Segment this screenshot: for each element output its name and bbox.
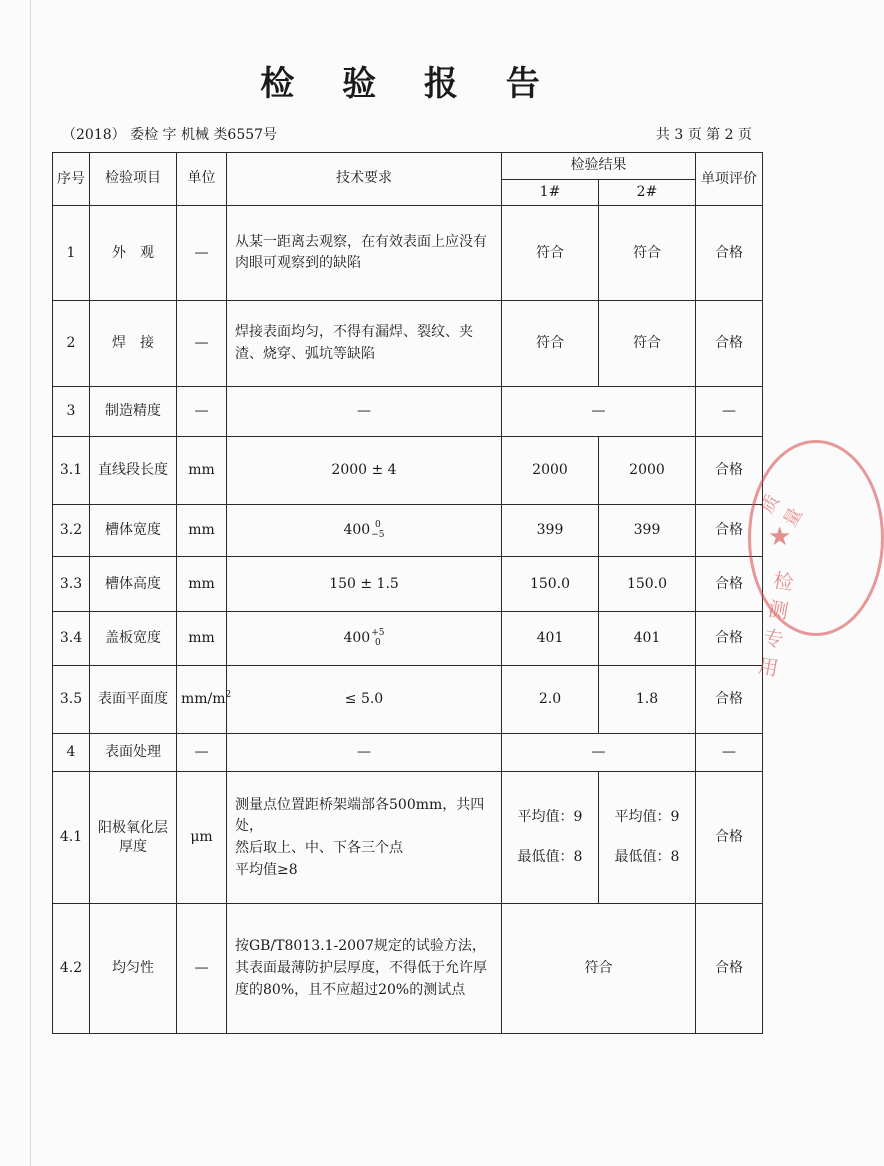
row-item: 制造精度 (90, 387, 177, 437)
row-evaluation: 合格 (696, 206, 763, 301)
seal-text-top: 质量 (756, 491, 807, 531)
row-result-1: 401 (502, 612, 599, 666)
report-title: 检 验 报 告 (260, 64, 558, 104)
table-row (53, 505, 763, 557)
row-evaluation: 合格 (696, 505, 763, 557)
row-result-2: 2000 (599, 437, 696, 505)
header-results: 检验结果 (502, 153, 696, 180)
row-requirement: 按GB/T8013.1-2007规定的试验方法，其表面最薄防护层厚度，不得低于允许厚度的80%，且不应超过20%的测试点 (227, 904, 502, 1034)
row-unit: — (177, 301, 227, 387)
row-item: 直线段长度 (90, 437, 177, 505)
row-seq: 3.3 (53, 557, 90, 612)
tolerance-lower: −5 (371, 530, 385, 541)
row-evaluation: 合格 (696, 666, 763, 734)
row-item: 阳极氧化层厚度 (90, 772, 177, 904)
header-sample-1: 1# (502, 179, 599, 206)
tolerance-base: 400 (343, 522, 371, 539)
row-unit: — (177, 387, 227, 437)
row-result-1: 150.0 (502, 557, 599, 612)
header-seq: 序号 (53, 153, 90, 206)
row-requirement: 从某一距离去观察，在有效表面上应没有肉眼可观察到的缺陷 (227, 206, 502, 301)
row-seq: 4.1 (53, 772, 90, 904)
header-sample-2: 2# (599, 179, 696, 206)
row-seq: 3.4 (53, 612, 90, 666)
table-row (53, 387, 763, 437)
row-item: 槽体宽度 (90, 505, 177, 557)
table-row (53, 666, 763, 734)
row-evaluation: — (696, 734, 763, 772)
row-result-merged: — (502, 387, 696, 437)
row-result-2: 399 (599, 505, 696, 557)
row-item: 均匀性 (90, 904, 177, 1034)
header-item: 检验项目 (90, 153, 177, 206)
row-evaluation: 合格 (696, 904, 763, 1034)
row-item: 表面平面度 (90, 666, 177, 734)
tolerance-lower: 0 (374, 638, 381, 649)
row-requirement: — (227, 387, 502, 437)
row-result-1: 符合 (502, 301, 599, 387)
row-unit: — (177, 904, 227, 1034)
table-row (53, 734, 763, 772)
header-evaluation: 单项评价 (696, 153, 763, 206)
page-number: 共 3 页 第 2 页 (655, 127, 752, 143)
table-row (53, 301, 763, 387)
table-row (53, 612, 763, 666)
unit-superscript: 2 (225, 690, 232, 701)
requirement-line: 平均值≥8 (235, 861, 298, 878)
row-evaluation: — (696, 387, 763, 437)
row-evaluation: 合格 (696, 437, 763, 505)
table-row (53, 557, 763, 612)
row-seq: 3.5 (53, 666, 90, 734)
row-unit: mm (177, 437, 227, 505)
document-number: （2018） 委检 字 机械 类6557号 (62, 127, 278, 143)
row-result-1: 399 (502, 505, 599, 557)
row-requirement: 焊接表面均匀，不得有漏焊、裂纹、夹渣、烧穿、弧坑等缺陷 (227, 301, 502, 387)
row-unit: mm (177, 557, 227, 612)
row-result-2: 150.0 (599, 557, 696, 612)
tolerance-upper: +5 (371, 628, 385, 639)
inspection-table (52, 152, 763, 1034)
row-requirement: 150 ± 1.5 (227, 557, 502, 612)
result-average: 平均值：9 (517, 809, 583, 826)
table-row (53, 904, 763, 1034)
row-unit: — (177, 206, 227, 301)
row-requirement: 2000 ± 4 (227, 437, 502, 505)
header-unit: 单位 (177, 153, 227, 206)
result-minimum: 最低值：8 (614, 848, 680, 865)
row-result-1: 2.0 (502, 666, 599, 734)
row-item: 盖板宽度 (90, 612, 177, 666)
row-item: 槽体高度 (90, 557, 177, 612)
row-requirement (227, 505, 502, 557)
unit-base: mm/m (181, 691, 226, 708)
row-seq: 4.2 (53, 904, 90, 1034)
row-result-1: 符合 (502, 206, 599, 301)
row-result-2: 符合 (599, 301, 696, 387)
row-result-1: 2000 (502, 437, 599, 505)
row-result-2: 符合 (599, 206, 696, 301)
row-requirement (227, 612, 502, 666)
row-result-2 (599, 772, 696, 904)
table-row (53, 206, 763, 301)
requirement-line: 然后取上、中、下各三个点 (235, 839, 403, 856)
row-result-1 (502, 772, 599, 904)
table-row (53, 437, 763, 505)
seal-text-bottom: 检测专用 (756, 567, 796, 681)
header-requirement: 技术要求 (227, 153, 502, 206)
row-seq: 3.2 (53, 505, 90, 557)
row-unit: μm (177, 772, 227, 904)
row-item: 焊 接 (90, 301, 177, 387)
result-minimum: 最低值：8 (517, 848, 583, 865)
row-unit: mm (177, 612, 227, 666)
row-seq: 4 (53, 734, 90, 772)
row-result-2: 1.8 (599, 666, 696, 734)
row-result-merged: 符合 (502, 904, 696, 1034)
row-result-merged: — (502, 734, 696, 772)
row-seq: 1 (53, 206, 90, 301)
result-average: 平均值：9 (614, 809, 680, 826)
row-requirement: — (227, 734, 502, 772)
tolerance-upper: 0 (374, 520, 381, 531)
page-edge (30, 0, 31, 1166)
row-requirement (227, 772, 502, 904)
tolerance-base: 400 (343, 630, 371, 647)
row-seq: 3 (53, 387, 90, 437)
row-item: 外 观 (90, 206, 177, 301)
row-evaluation: 合格 (696, 557, 763, 612)
requirement-line: 测量点位置距桥架端部各500mm，共四处， (235, 796, 485, 835)
row-item: 表面处理 (90, 734, 177, 772)
header-row (53, 153, 763, 180)
row-seq: 2 (53, 301, 90, 387)
seal-star-icon: ★ (768, 522, 792, 552)
row-unit: mm (177, 505, 227, 557)
row-seq: 3.1 (53, 437, 90, 505)
row-requirement: ≤ 5.0 (227, 666, 502, 734)
row-result-2: 401 (599, 612, 696, 666)
row-evaluation: 合格 (696, 612, 763, 666)
row-evaluation: 合格 (696, 301, 763, 387)
row-unit (177, 666, 232, 734)
row-unit: — (177, 734, 227, 772)
table-row (53, 772, 763, 904)
row-evaluation: 合格 (696, 772, 763, 904)
